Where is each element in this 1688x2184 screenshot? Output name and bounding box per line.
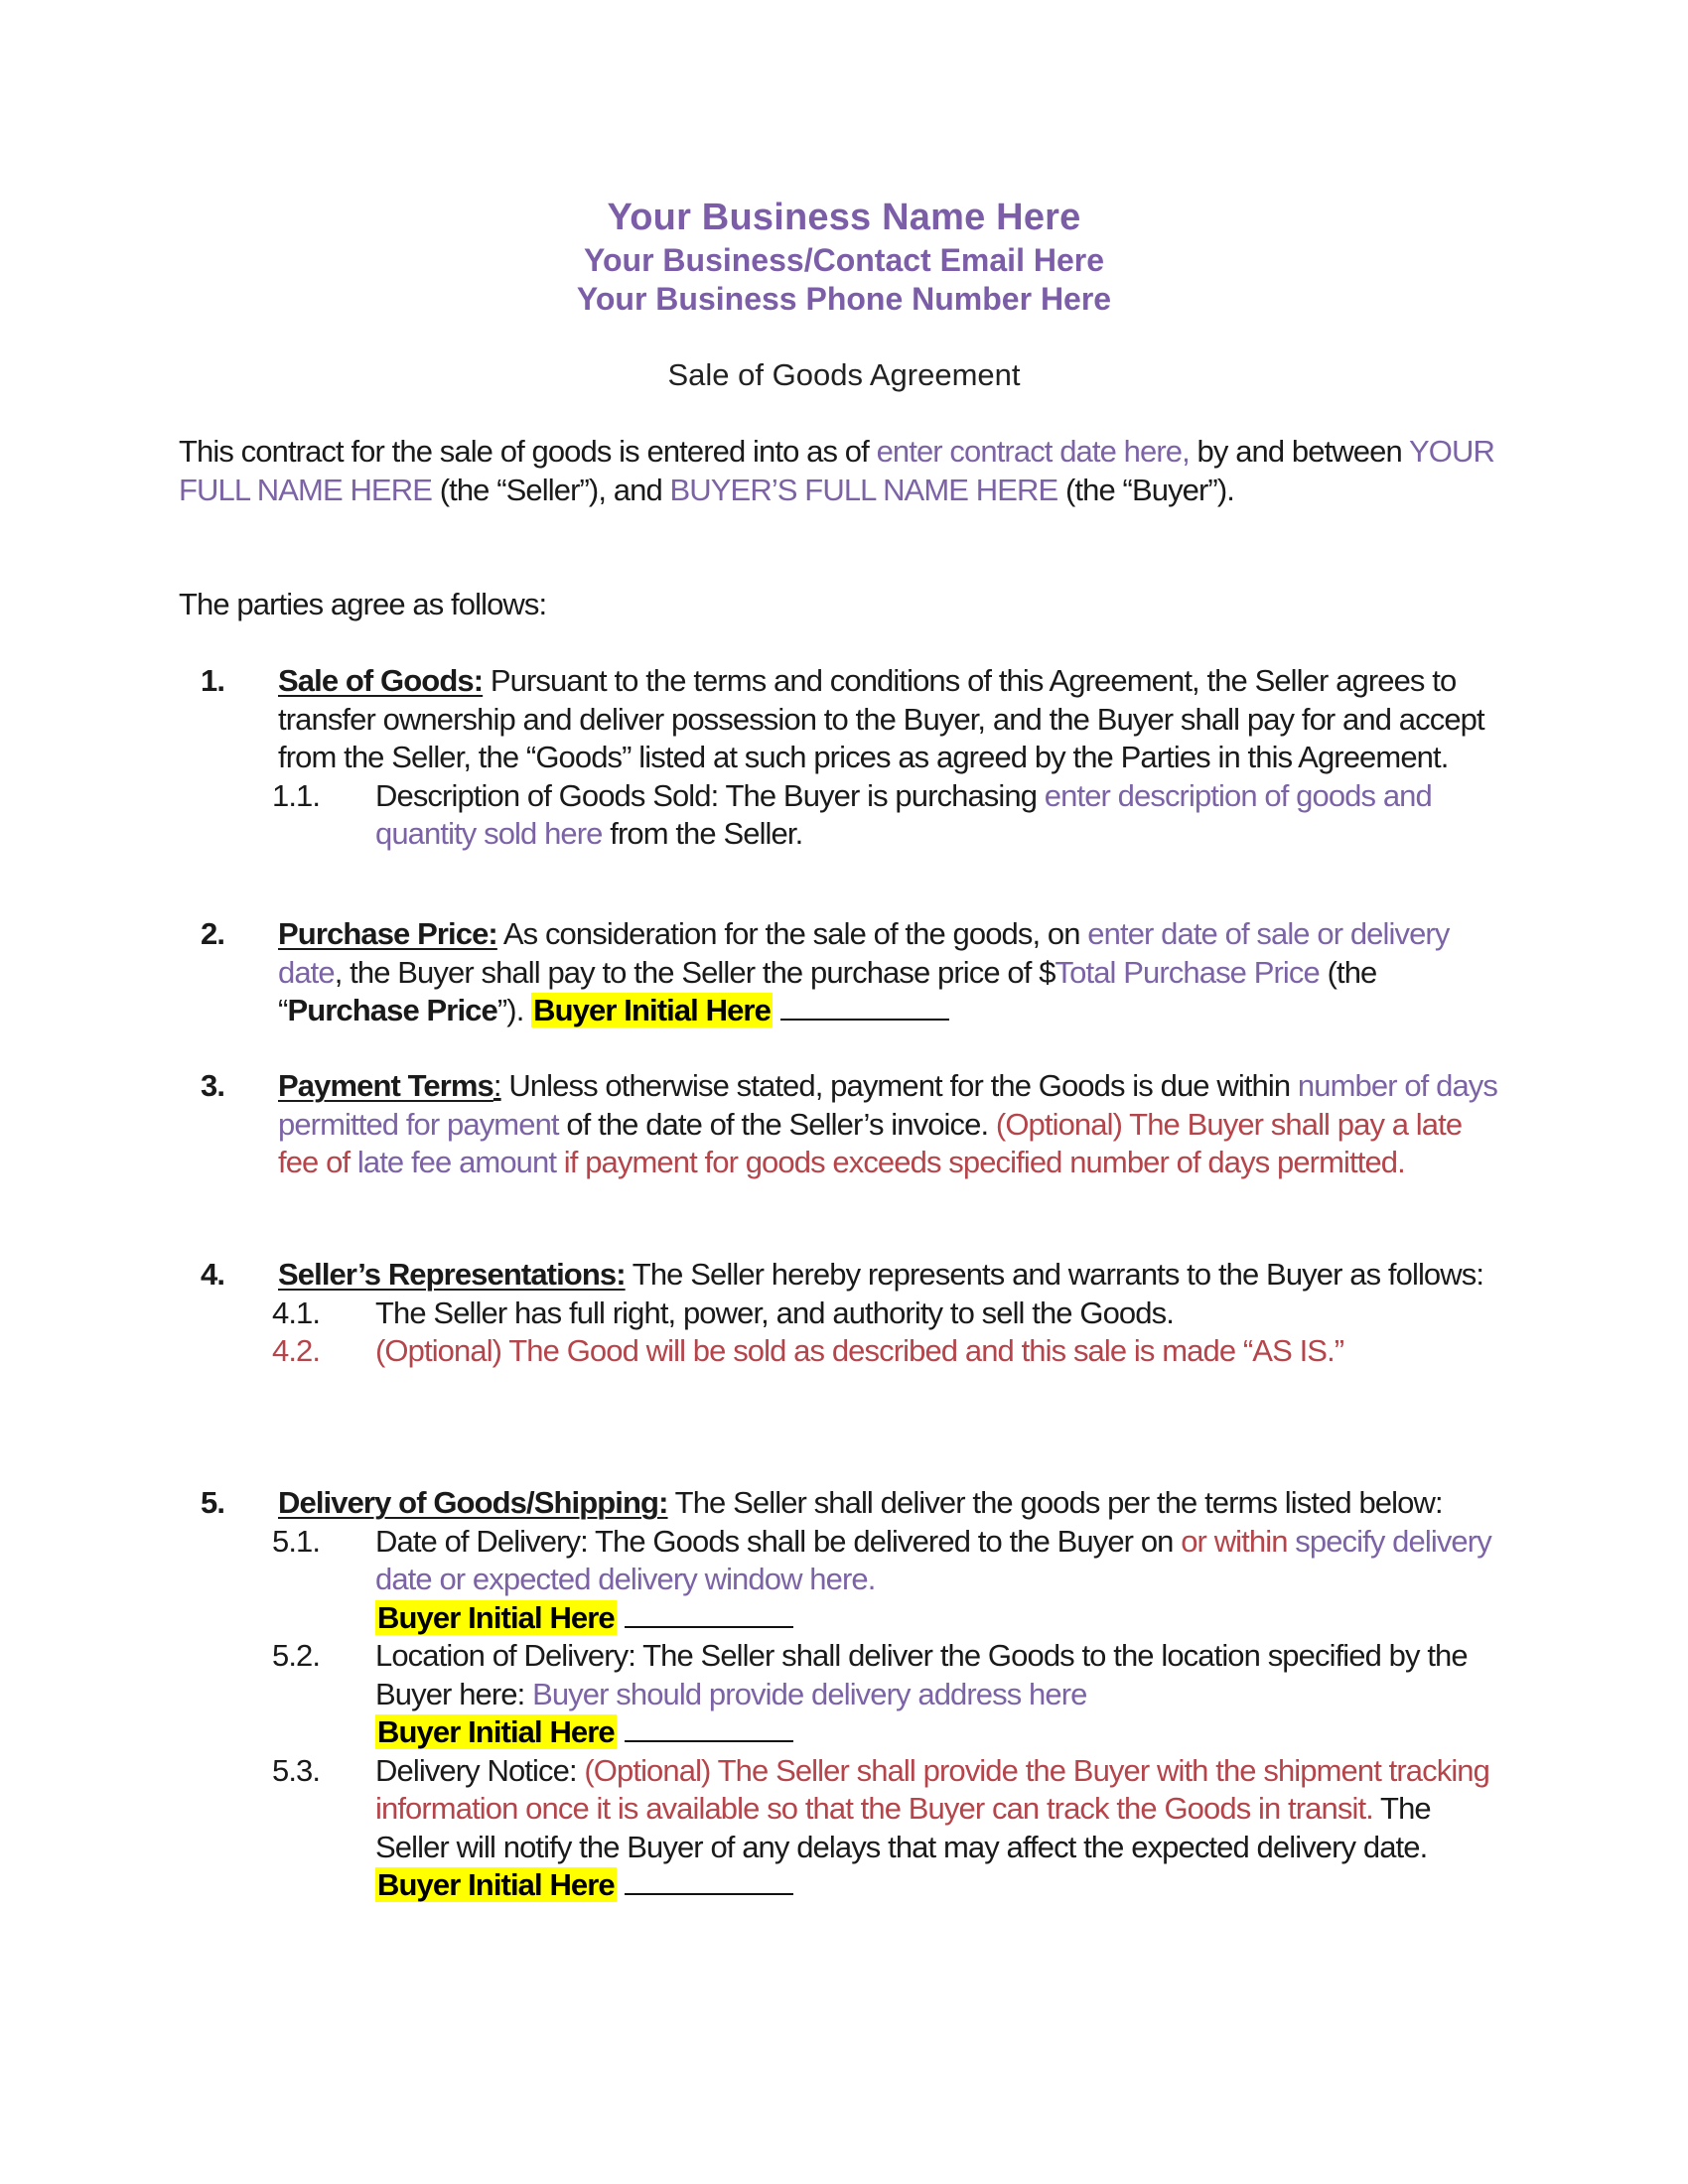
business-name: Your Business Name Here — [607, 197, 1081, 238]
section-text: ”). — [496, 993, 532, 1027]
section-heading: Sale of Goods: — [278, 663, 484, 698]
subsection-text: The Seller will notify the Buyer of any delays that may affect the expected delivery date. — [375, 1791, 1431, 1864]
purchase-price-term: Purchase Price — [287, 993, 497, 1027]
payment-days-placeholder: number of days permitted for payment — [278, 1068, 1497, 1142]
section-body: The Seller shall deliver the goods per the terms listed below: — [667, 1485, 1443, 1520]
section-number: 1. — [201, 663, 225, 698]
section-sale-of-goods — [179, 662, 1509, 854]
subsection-number: 5.3. — [272, 1752, 321, 1788]
section-text: : — [492, 1068, 501, 1103]
section-text: of the date of the Seller’s invoice. — [558, 1106, 996, 1142]
intro-text: (the “Buyer”). — [1057, 472, 1234, 507]
contract-date-placeholder: enter contract date here, — [876, 434, 1190, 469]
subsection-text: Delivery Notice: — [375, 1752, 585, 1788]
document-title: Sale of Goods Agreement — [667, 357, 1021, 392]
subsection-number: 5.2. — [272, 1638, 321, 1673]
optional-late-fee-text: if payment for goods exceeds specified number of days permitted. — [556, 1145, 1405, 1179]
buyer-initial-label: Buyer Initial Here — [377, 1599, 615, 1635]
buyer-initial-field[interactable] — [625, 1602, 793, 1628]
subsection-5-1 — [272, 1523, 1499, 1638]
intro-text: by and between — [1189, 434, 1409, 469]
goods-description-placeholder: enter description of goods and quantity sold here — [375, 777, 1432, 851]
section-text: As consideration for the sale of the goods, on — [496, 916, 1088, 951]
section-heading: Seller’s Representations: — [278, 1257, 626, 1292]
total-price-placeholder: Total Purchase Price — [1055, 954, 1320, 990]
buyer-initial-label: Buyer Initial Here — [533, 993, 771, 1027]
subsection-5-3 — [272, 1752, 1499, 1905]
section-text: Unless otherwise stated, payment for the Goods is due within — [500, 1068, 1298, 1103]
section-text: (the “ — [278, 954, 1377, 1027]
section-seller-representations — [179, 1256, 1509, 1371]
buyer-initial-label: Buyer Initial Here — [377, 1867, 615, 1902]
section-body: Pursuant to the terms and conditions of this Agreement, the Seller agrees to transfer ownership and deliver possession to the Buyer, and the Buyer shall pay for and accept from the Seller, the “Goods” listed at such prices as agreed by the Parties in this Agreement. — [278, 663, 1484, 774]
agree-text: The parties agree as follows: — [179, 587, 547, 621]
subsection-text: Description of Goods Sold: The Buyer is purchasing — [375, 777, 1045, 813]
section-heading: Purchase Price: — [278, 916, 497, 951]
buyer-name-placeholder: BUYER’S FULL NAME HERE — [669, 472, 1058, 507]
section-purchase-price — [179, 915, 1509, 1030]
business-phone: Your Business Phone Number Here — [576, 281, 1112, 317]
optional-or-within: or within — [1181, 1523, 1288, 1559]
section-body: The Seller hereby represents and warrants to the Buyer as follows: — [625, 1257, 1484, 1292]
optional-late-fee-text: (Optional) The Buyer shall pay a late fee of — [278, 1106, 1463, 1179]
delivery-date-placeholder: specify delivery date or expected delivery window here. — [375, 1523, 1491, 1596]
buyer-initial-field[interactable] — [625, 1716, 793, 1742]
delivery-address-placeholder: Buyer should provide delivery address here — [532, 1676, 1087, 1711]
intro-text: (the “Seller”), and — [431, 472, 670, 507]
section-number: 3. — [201, 1068, 225, 1103]
intro-text: This contract for the sale of goods is entered into as of — [179, 434, 877, 469]
section-payment-terms — [179, 1067, 1509, 1182]
optional-as-is-text: (Optional) The Good will be sold as described and this sale is made “AS IS.” — [375, 1333, 1344, 1368]
sale-date-placeholder: enter date of sale or delivery date — [278, 916, 1450, 990]
buyer-initial-label: Buyer Initial Here — [377, 1714, 615, 1749]
subsection-number: 4.2. — [272, 1333, 321, 1368]
section-heading: Delivery of Goods/Shipping: — [278, 1485, 668, 1520]
section-number: 2. — [201, 916, 225, 951]
optional-tracking-text: (Optional) The Seller shall provide the Buyer with the shipment tracking information once it is available so that the Buyer can track the Goods in transit. — [375, 1752, 1489, 1826]
intro-paragraph — [179, 433, 1509, 509]
section-number: 4. — [201, 1257, 225, 1292]
section-heading: Payment Terms — [278, 1068, 493, 1103]
subsection-4-1 — [272, 1295, 1499, 1333]
subsection-text: Date of Delivery: The Goods shall be delivered to the Buyer on — [375, 1523, 1182, 1559]
subsection-5-2 — [272, 1637, 1499, 1752]
subsection-number: 1.1. — [272, 777, 321, 813]
buyer-initial-field[interactable] — [780, 995, 949, 1021]
seller-name-placeholder: YOUR FULL NAME HERE — [179, 434, 1494, 507]
section-text: , the Buyer shall pay to the Seller the purchase price of $ — [334, 954, 1055, 990]
subsection-number: 5.1. — [272, 1523, 321, 1559]
subsection-4-2 — [272, 1332, 1499, 1371]
late-fee-amount-placeholder: late fee amount — [356, 1145, 557, 1179]
subsection-text: from the Seller. — [602, 816, 803, 851]
subsection-number: 4.1. — [272, 1295, 321, 1330]
business-email: Your Business/Contact Email Here — [584, 242, 1104, 278]
section-number: 5. — [201, 1485, 225, 1520]
subsection-text: Location of Delivery: The Seller shall deliver the Goods to the location specified by the Buyer here: — [375, 1638, 1468, 1711]
subsection-text: The Seller has full right, power, and authority to sell the Goods. — [375, 1295, 1174, 1330]
section-delivery — [179, 1484, 1509, 1905]
subsection-1-1 — [272, 777, 1499, 854]
buyer-initial-field[interactable] — [625, 1869, 793, 1895]
